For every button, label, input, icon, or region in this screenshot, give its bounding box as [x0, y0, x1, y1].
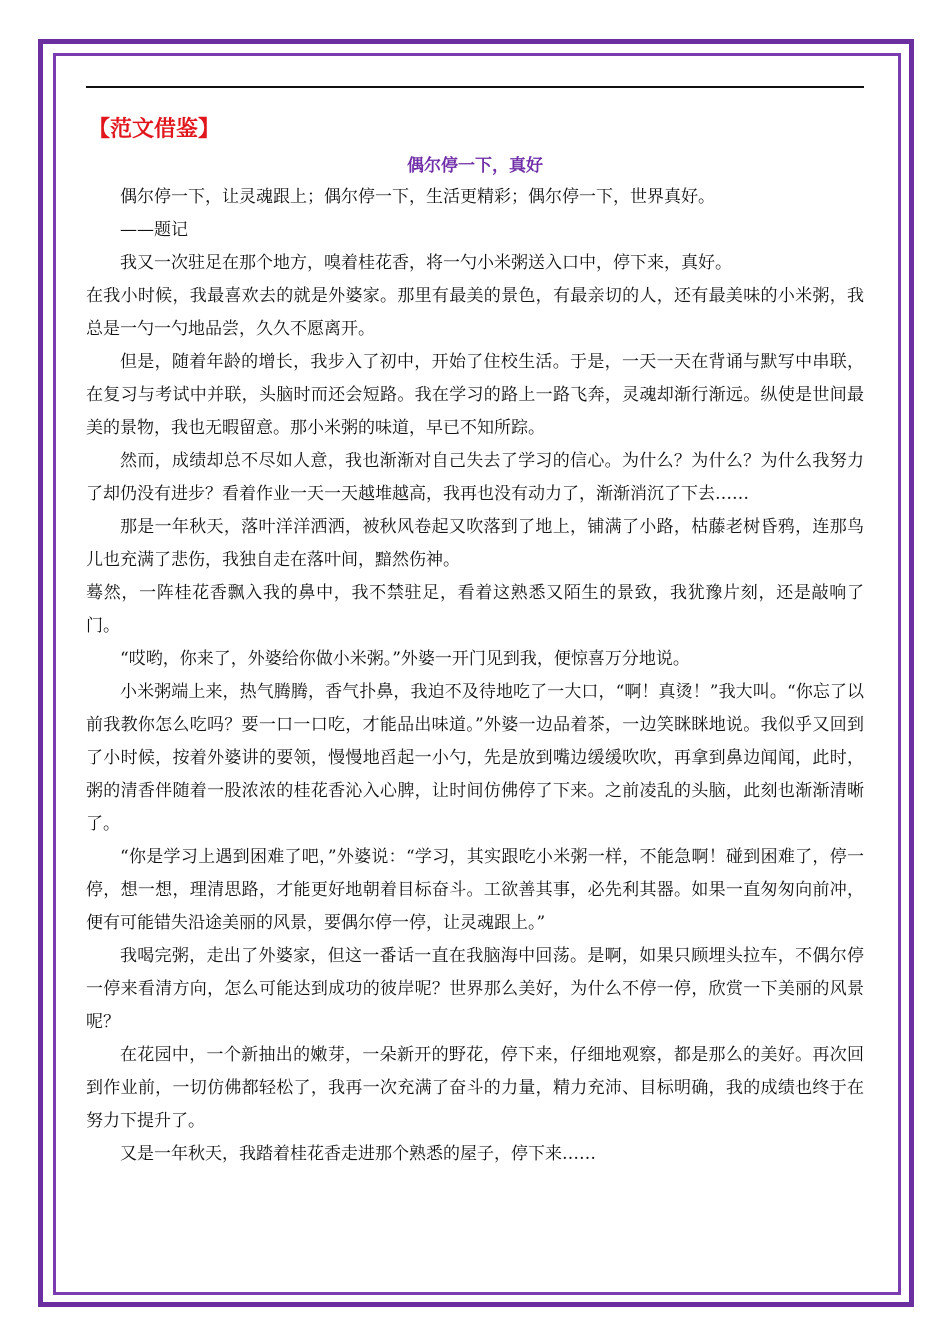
paragraph: 那是一年秋天，落叶洋洋洒洒，被秋风卷起又吹落到了地上，铺满了小路，枯藤老树昏鸦，连那鸟儿也充满了悲伤，我独自走在落叶间，黯然伤神。: [86, 517, 864, 570]
essay-title: 偶尔停一下，真好: [407, 156, 543, 176]
paragraph: 在花园中，一个新抽出的嫩芽，一朵新开的野花，停下来，仔细地观察，都是那么的美好。再次回到作业前，一切仿佛都轻松了，我再一次充满了奋斗的力量，精力充沛、目标明确，我的成绩也终于在努力下提升了。: [86, 1045, 864, 1131]
epigraph-attribution: ——题记: [120, 220, 188, 240]
paragraph: 我喝完粥，走出了外婆家，但这一番话一直在我脑海中回荡。是啊，如果只顾埋头拉车，不偶尔停一停来看清方向，怎么可能达到成功的彼岸呢？世界那么美好，为什么不停一停，欣赏一下美丽的风景呢？: [86, 946, 864, 1032]
paragraph: 蓦然，一阵桂花香飘入我的鼻中，我不禁驻足，看着这熟悉又陌生的景致，我犹豫片刻，还是敲响了门。: [86, 583, 864, 636]
paragraph: “你是学习上遇到困难了吧，”外婆说：“学习，其实跟吃小米粥一样，不能急啊！碰到困难了，停一停，想一想，理清思路，才能更好地朝着目标奋斗。工欲善其事，必先利其器。如果一直匆匆向前冲，便有可能错失沿途美丽的风景，要偶尔停一停，让灵魂跟上。”: [86, 847, 864, 933]
essay-body: [86, 181, 864, 1171]
paragraph: 然而，成绩却总不尽如人意，我也渐渐对自己失去了学习的信心。为什么？为什么？为什么我努力了却仍没有进步？看着作业一天一天越堆越高，我再也没有动力了，渐渐消沉了下去……: [86, 451, 864, 504]
paragraph: 我又一次驻足在那个地方，嗅着桂花香，将一勺小米粥送入口中，停下来，真好。: [120, 253, 732, 273]
paragraph: 小米粥端上来，热气腾腾，香气扑鼻，我迫不及待地吃了一大口，“啊！真烫！”我大叫。“你忘了以前我教你怎么吃吗？要一口一口吃，才能品出味道。”外婆一边品着茶，一边笑眯眯地说。我似乎又回到了小时候，按着外婆讲的要领，慢慢地舀起一小勺，先是放到嘴边缓缓吹吹，再拿到鼻边闻闻，此时，粥的清香伴随着一股浓浓的桂花香沁入心脾，让时间仿佛停了下来。之前凌乱的头脑，此刻也渐渐清晰了。: [86, 682, 864, 834]
header-rule: [86, 86, 864, 88]
paragraph: 但是，随着年龄的增长，我步入了初中，开始了住校生活。于是，一天一天在背诵与默写中串联，在复习与考试中并联，头脑时而还会短路。我在学习的路上一路飞奔，灵魂却渐行渐远。纵使是世间最美的景物，我也无暇留意。那小米粥的味道，早已不知所踪。: [86, 352, 864, 438]
paragraph: 在我小时候，我最喜欢去的就是外婆家。那里有最美的景色，有最亲切的人，还有最美味的小米粥，我总是一勺一勺地品尝，久久不愿离开。: [86, 286, 864, 339]
epigraph: 偶尔停一下，让灵魂跟上；偶尔停一下，生活更精彩；偶尔停一下，世界真好。: [120, 187, 715, 207]
paragraph: 又是一年秋天，我踏着桂花香走进那个熟悉的屋子，停下来……: [120, 1144, 596, 1164]
section-heading: 【范文借鉴】: [88, 117, 221, 142]
paragraph: “哎哟，你来了，外婆给你做小米粥。”外婆一开门见到我，便惊喜万分地说。: [120, 649, 690, 669]
